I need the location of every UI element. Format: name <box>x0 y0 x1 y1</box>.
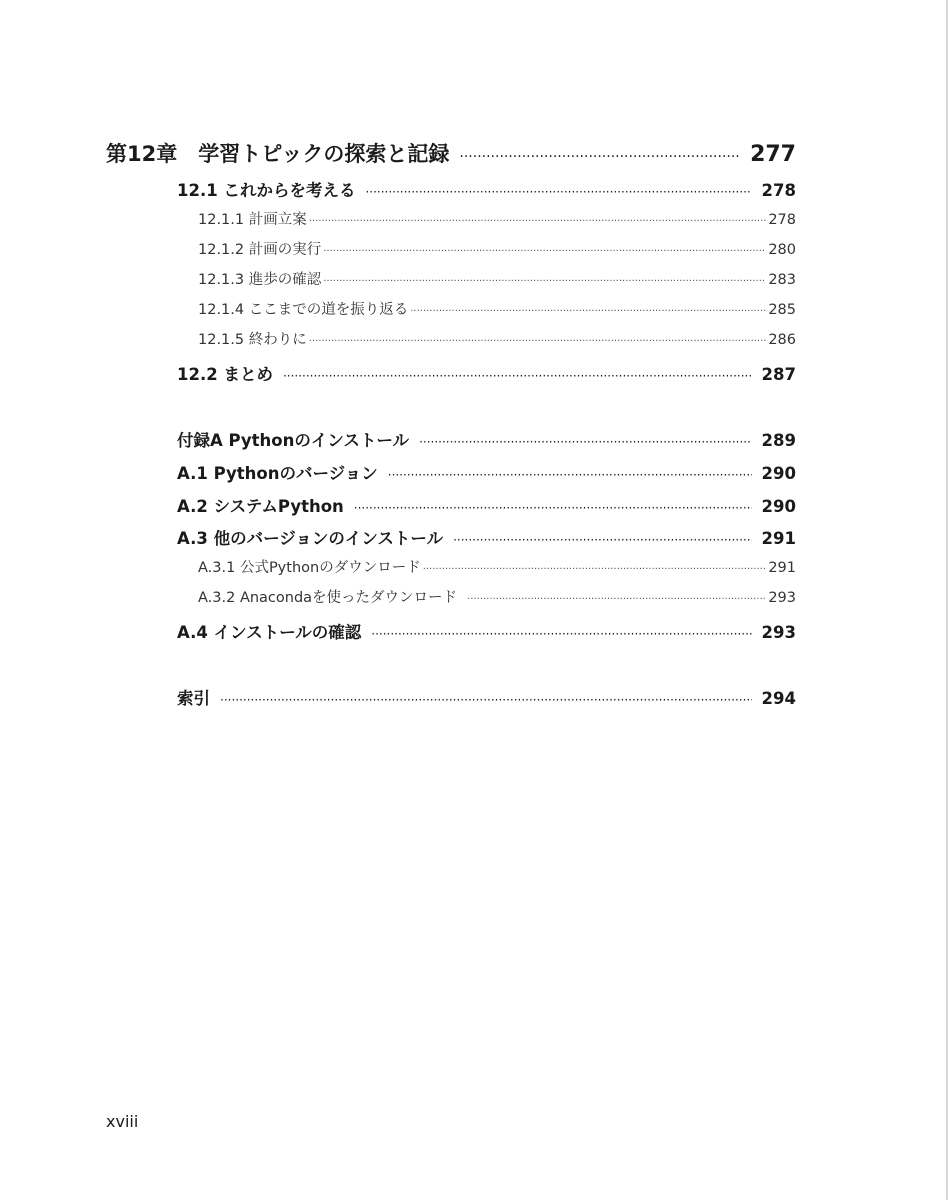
toc-entry-page: 287 <box>761 365 796 384</box>
toc-entry-title: A.3.2 Anacondaを使ったダウンロード <box>198 590 458 606</box>
dot-leader <box>365 181 751 200</box>
toc-entry-page: 291 <box>761 529 796 548</box>
toc-entry-page: 278 <box>761 181 796 200</box>
toc-entry-a-4[interactable] <box>177 619 796 643</box>
dot-leader <box>459 142 740 166</box>
dot-leader <box>453 529 751 548</box>
toc-entry-a-2[interactable] <box>177 493 796 517</box>
toc-entry-title: A.3 他のバージョンのインストール <box>177 529 444 548</box>
page-number: xviii <box>106 1112 139 1131</box>
toc-entry-page: 278 <box>768 212 796 228</box>
dot-leader <box>388 464 752 483</box>
toc-entry-page: 289 <box>761 431 796 450</box>
toc-entry-title: A.3.1 公式Pythonのダウンロード <box>198 560 421 576</box>
dot-leader <box>423 560 767 576</box>
toc-entry-a-3-1[interactable] <box>198 556 796 577</box>
toc-entry-title: 12.1 これからを考える <box>177 181 356 200</box>
toc-entry-title: 12.2 まとめ <box>177 365 273 384</box>
toc-entry-appendix-a[interactable] <box>177 427 796 451</box>
toc-entry-page: 293 <box>761 623 796 642</box>
toc-entry-page: 280 <box>768 242 796 258</box>
toc-entry-title: A.4 インストールの確認 <box>177 623 362 642</box>
toc-entry-page: 277 <box>750 142 796 167</box>
toc-entry-page: 290 <box>761 464 796 483</box>
toc-entry-title: 12.1.4 ここまでの道を振り返る <box>198 302 409 318</box>
toc-entry-12-1-2[interactable] <box>198 238 796 259</box>
toc-entry-title: 12.1.5 終わりに <box>198 332 307 348</box>
toc-entry-12-1[interactable] <box>177 177 796 201</box>
toc-entry-page: 283 <box>768 272 796 288</box>
toc-entry-title: A.2 システムPython <box>177 497 344 516</box>
dot-leader <box>220 689 752 708</box>
toc-entry-page: 291 <box>768 560 796 576</box>
dot-leader <box>467 590 766 606</box>
toc-entry-title: A.1 Pythonのバージョン <box>177 464 378 483</box>
toc-entry-12-1-4[interactable] <box>198 298 796 319</box>
toc-entry-12-2[interactable] <box>177 361 796 385</box>
toc-entry-title: 12.1.1 計画立案 <box>198 212 307 228</box>
toc-entry-title: 第12章 学習トピックの探索と記録 <box>106 142 450 166</box>
toc-entry-a-3-2[interactable] <box>198 586 796 607</box>
dot-leader <box>309 332 767 348</box>
toc-entry-title: 12.1.3 進歩の確認 <box>198 272 322 288</box>
toc-entry-chapter-12[interactable] <box>106 138 796 168</box>
toc-entry-page: 286 <box>768 332 796 348</box>
toc-entry-page: 294 <box>761 689 796 708</box>
toc-entry-a-1[interactable] <box>177 460 796 484</box>
toc-entry-title: 付録A Pythonのインストール <box>177 431 410 450</box>
toc-entry-title: 12.1.2 計画の実行 <box>198 242 322 258</box>
toc-entry-12-1-3[interactable] <box>198 268 796 289</box>
toc-entry-title: 索引 <box>177 689 210 708</box>
dot-leader <box>309 212 767 228</box>
toc-entry-a-3[interactable] <box>177 525 796 549</box>
dot-leader <box>323 272 766 288</box>
toc-entry-12-1-5[interactable] <box>198 328 796 349</box>
toc-entry-page: 293 <box>768 590 796 606</box>
dot-leader <box>283 365 752 384</box>
toc-entry-index[interactable] <box>177 685 796 709</box>
toc-entry-page: 290 <box>761 497 796 516</box>
dot-leader <box>354 497 752 516</box>
toc-entry-12-1-1[interactable] <box>198 208 796 229</box>
toc-entry-page: 285 <box>768 302 796 318</box>
dot-leader <box>323 242 766 258</box>
dot-leader <box>419 431 751 450</box>
dot-leader <box>371 623 751 642</box>
dot-leader <box>410 302 766 318</box>
